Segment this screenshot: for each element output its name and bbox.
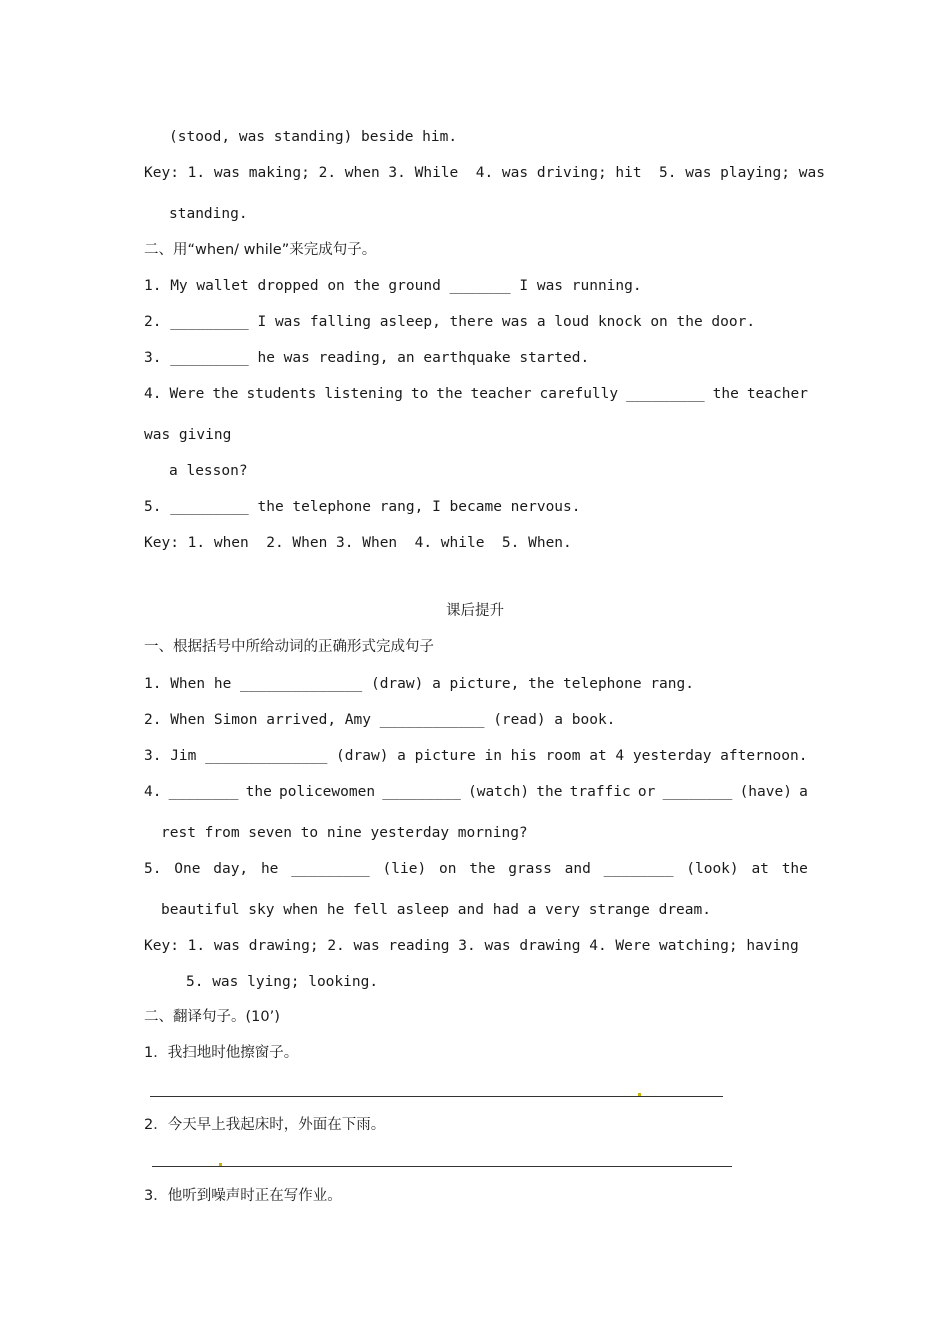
word: the bbox=[781, 861, 808, 877]
item-a4 bbox=[144, 384, 808, 404]
marker-dot bbox=[219, 1163, 222, 1166]
word: students bbox=[246, 386, 317, 402]
word: 5. bbox=[144, 861, 162, 877]
word: at bbox=[751, 861, 769, 877]
heading-verb-forms: 一、根据括号中所给动词的正确形式完成句子 bbox=[144, 639, 434, 655]
word: policewomen bbox=[279, 784, 376, 800]
word: 4. bbox=[144, 386, 162, 402]
item-b4 bbox=[144, 782, 808, 802]
word: or bbox=[637, 784, 656, 800]
word: the bbox=[712, 386, 739, 402]
answer-line-2 bbox=[152, 1166, 732, 1167]
word: (have) bbox=[739, 784, 792, 800]
section-title: 课后提升 bbox=[446, 603, 504, 619]
word: (watch) bbox=[467, 784, 530, 800]
line-stood: (stood, was standing) beside him. bbox=[169, 129, 458, 145]
word: traffic bbox=[569, 784, 631, 800]
word: the bbox=[245, 784, 272, 800]
item-a4-cont2: a lesson? bbox=[169, 463, 248, 479]
blank: ________ bbox=[168, 784, 239, 800]
word: carefully bbox=[539, 386, 619, 402]
item-a3: 3. _________ he was reading, an earthquake started. bbox=[144, 350, 590, 366]
word: (lie) bbox=[382, 861, 427, 877]
blank: _________ bbox=[626, 386, 705, 402]
word: teacher bbox=[470, 386, 532, 402]
key-1-cont: standing. bbox=[169, 206, 248, 222]
word: and bbox=[564, 861, 591, 877]
translate-item-2: 2．今天早上我起床时，外面在下雨。 bbox=[144, 1117, 386, 1133]
word: the bbox=[469, 861, 496, 877]
word: a bbox=[799, 784, 808, 800]
key-3-cont: 5. was lying; looking. bbox=[186, 974, 379, 990]
item-a4-cont1: was giving bbox=[144, 427, 232, 443]
blank: ________ bbox=[662, 784, 733, 800]
answer-line-1 bbox=[150, 1096, 723, 1097]
item-a1: 1. My wallet dropped on the ground _______ I was running. bbox=[144, 278, 642, 294]
word: on bbox=[438, 861, 457, 877]
word: 4. bbox=[144, 784, 162, 800]
word: One bbox=[174, 861, 201, 877]
marker-dot bbox=[638, 1093, 641, 1096]
word: the bbox=[212, 386, 239, 402]
word: (look) bbox=[686, 861, 739, 877]
word: the bbox=[436, 386, 463, 402]
word: grass bbox=[508, 861, 552, 877]
item-b3: 3. Jim ______________ (draw) a picture in his room at 4 yesterday afternoon. bbox=[144, 748, 808, 764]
word: to bbox=[410, 386, 429, 402]
key-2: Key: 1. when 2. When 3. When 4. while 5. When. bbox=[144, 535, 572, 551]
translate-item-1: 1．我扫地时他擦窗子。 bbox=[144, 1045, 299, 1061]
item-b5-cont: beautiful sky when he fell asleep and had a very strange dream. bbox=[161, 902, 711, 918]
item-b2: 2. When Simon arrived, Amy ____________ (read) a book. bbox=[144, 712, 616, 728]
word: teacher bbox=[746, 386, 808, 402]
item-a2: 2. _________ I was falling asleep, there was a loud knock on the door. bbox=[144, 314, 756, 330]
blank: _________ bbox=[291, 861, 370, 877]
translate-item-3: 3．他听到噪声时正在写作业。 bbox=[144, 1188, 342, 1204]
word: Were bbox=[169, 386, 205, 402]
word: day, bbox=[213, 861, 249, 877]
item-a5: 5. _________ the telephone rang, I became nervous. bbox=[144, 499, 581, 515]
word: he bbox=[260, 861, 279, 877]
key-1: Key: 1. was making; 2. when 3. While 4. was driving; hit 5. was playing; was bbox=[144, 165, 825, 181]
heading-translate: 二、翻译句子。(10’) bbox=[144, 1009, 280, 1025]
blank: ________ bbox=[603, 861, 674, 877]
word: listening bbox=[324, 386, 403, 402]
heading-when-while: 二、用“when/ while”来完成句子。 bbox=[144, 242, 377, 258]
key-3: Key: 1. was drawing; 2. was reading 3. was drawing 4. Were watching; having bbox=[144, 938, 799, 954]
blank: _________ bbox=[382, 784, 461, 800]
item-b1: 1. When he ______________ (draw) a picture, the telephone rang. bbox=[144, 676, 694, 692]
word: the bbox=[536, 784, 563, 800]
item-b5 bbox=[144, 859, 808, 879]
item-b4-cont: rest from seven to nine yesterday morning? bbox=[161, 825, 528, 841]
